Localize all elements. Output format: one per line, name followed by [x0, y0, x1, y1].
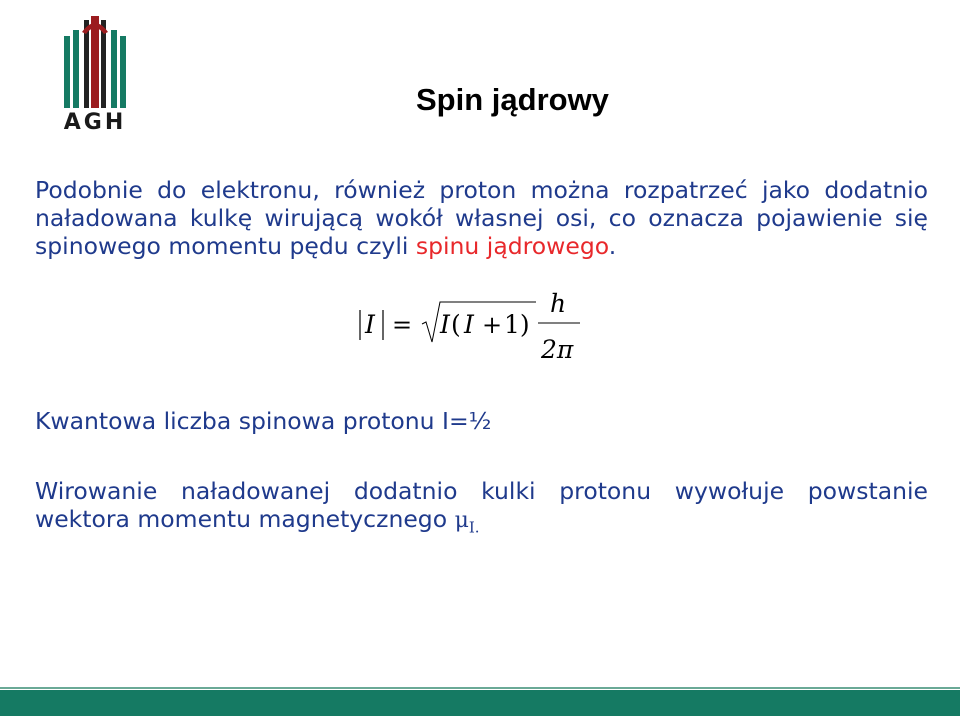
paragraph-quantum-number [35, 407, 928, 435]
footer-bar [0, 690, 960, 716]
formula-graphic [358, 288, 598, 368]
spin-formula [358, 288, 598, 368]
formula-rad-one: 1) [504, 310, 530, 339]
highlight-spin: spinu jądrowego [415, 232, 609, 260]
logo-text: AGH [63, 110, 127, 135]
paragraph-magnetic-moment [35, 477, 928, 541]
agh-logo [60, 14, 130, 136]
mu-letter: μ [454, 508, 469, 533]
mu-subscript: I. [468, 518, 480, 537]
formula-denominator: 2π [541, 335, 574, 364]
formula-rad-i: I [440, 310, 450, 339]
footer-line [0, 687, 960, 689]
paragraph-intro-text: Podobnie do elektronu, również proton można rozpatrzeć jako dodatnio naładowana kulkę wirującą wokół własnej osi, co oznacza pojawienie się spinowego momentu pędu czyli [35, 176, 928, 260]
paragraph-magnetic-text: Wirowanie naładowanej dodatnio kulki protonu wywołuje powstanie wektora momentu magnetycznego [35, 477, 928, 533]
mu-symbol [454, 508, 480, 537]
paragraph-intro [35, 176, 928, 260]
paragraph-intro-end: . [608, 232, 617, 260]
slide-title: Spin jądrowy [416, 82, 609, 117]
formula-rad-open: ( [451, 310, 461, 339]
formula-rad-plus: + [482, 311, 503, 339]
agh-emblem-icon [60, 14, 130, 110]
formula-numerator: h [550, 289, 567, 318]
paragraph-quantum-text: Kwantowa liczba spinowa protonu I=½ [35, 407, 492, 435]
formula-rad-i2: I [464, 310, 474, 339]
formula-lhs: I [365, 310, 375, 339]
formula-equals: = [392, 311, 413, 339]
